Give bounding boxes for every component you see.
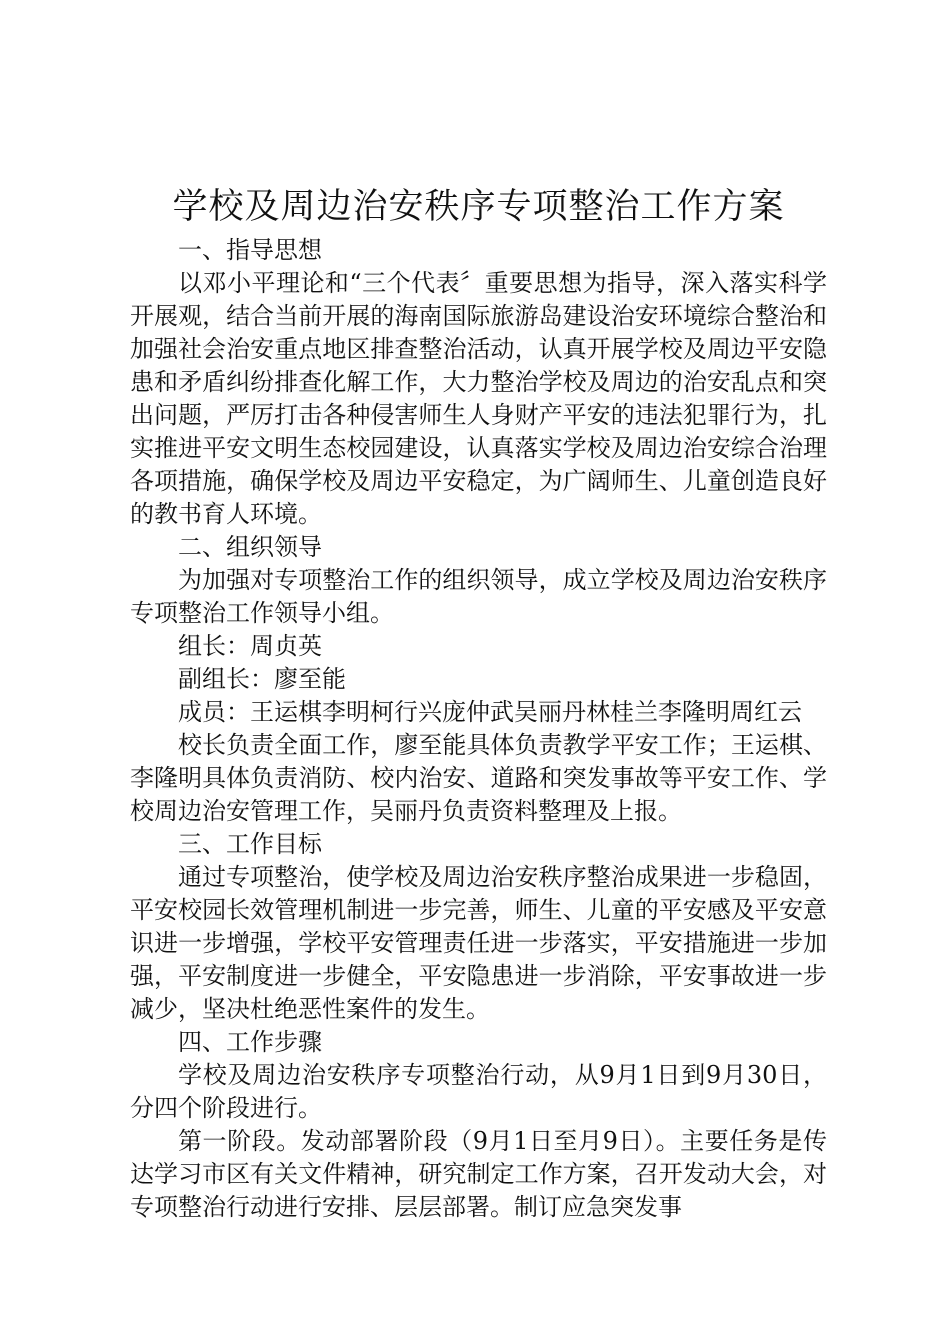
paragraph-members: 成员：王运棋李明柯行兴庞仲武吴丽丹林桂兰李隆明周红云 [178,698,802,726]
paragraph-steps: 学校及周边治安秩序专项整治行动，从9月1日到9月30日，分四个阶段进行。 [130,1061,827,1122]
section-heading-guiding-ideology: 一、指导思想 [178,236,322,264]
paragraph-organization: 为加强对专项整治工作的组织领导，成立学校及周边治安秩序专项整治工作领导小组。 [130,566,827,627]
paragraph-deputy-leader: 副组长：廖至能 [178,665,346,693]
paragraph-phase-one: 第一阶段。发动部署阶段（9月1日至月9日）。主要任务是传达学习市区有关文件精神，研究制定工作方案，召开发动大会，对专项整治行动进行安排、层层部署。制订应急突发事 [130,1127,827,1221]
document-title: 学校及周边治安秩序专项整治工作方案 [172,187,785,227]
document-page [130,180,827,1224]
section-heading-steps: 四、工作步骤 [178,1028,322,1056]
paragraph-responsibilities: 校长负责全面工作，廖至能具体负责教学平安工作；王运棋、李隆明具体负责消防、校内治安、道路和突发事故等平安工作、学校周边治安管理工作，吴丽丹负责资料整理及上报。 [130,731,827,825]
section-heading-organization: 二、组织领导 [178,533,322,561]
paragraph-goals: 通过专项整治，使学校及周边治安秩序整治成果进一步稳固，平安校园长效管理机制进一步完善，师生、儿童的平安感及平安意识进一步增强，学校平安管理责任进一步落实，平安措施进一步加强，平安制度进一步健全，平安隐患进一步消除，平安事故进一步减少，坚决杜绝恶性案件的发生。 [130,863,827,1023]
paragraph-guiding-ideology: 以邓小平理论和“三个代表〞重要思想为指导，深入落实科学开展观，结合当前开展的海南国际旅游岛建设治安环境综合整治和加强社会治安重点地区排查整治活动，认真开展学校及周边平安隐患和矛盾纠纷排查化解工作，大力整治学校及周边的治安乱点和突出问题，严厉打击各种侵害师生人身财产平安的违法犯罪行为，扎实推进平安文明生态校园建设，认真落实学校及周边治安综合治理各项措施，确保学校及周边平安稳定，为广阔师生、儿童创造良好的教书育人环境。 [130,269,827,528]
section-heading-goals: 三、工作目标 [178,830,322,858]
paragraph-group-leader: 组长：周贞英 [178,632,322,660]
